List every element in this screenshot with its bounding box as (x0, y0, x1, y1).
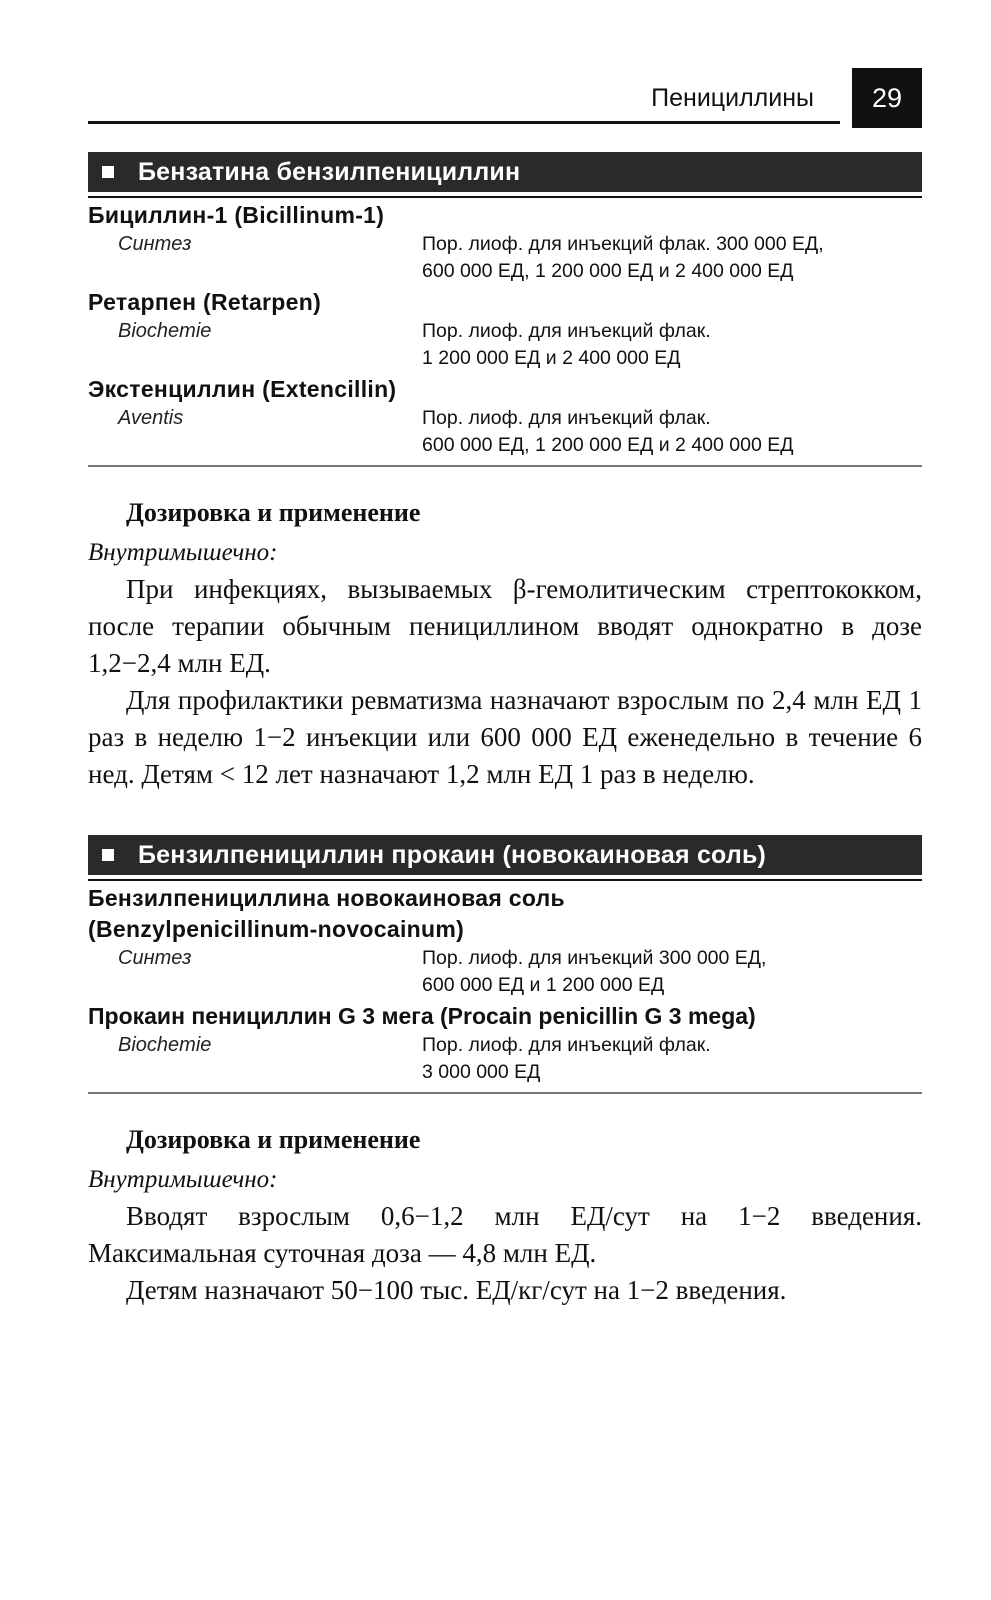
section-title-bar (88, 152, 922, 192)
drug-form (422, 405, 922, 459)
drug-form-line: 1 200 000 ЕД и 2 400 000 ЕД (422, 347, 681, 369)
drug-form-line: Пор. лиоф. для инъекций флак. (422, 320, 711, 342)
drug-manufacturer: Синтез (118, 947, 192, 969)
drug-name: Прокаин пенициллин G 3 мега (Procain penicillin G 3 mega) (88, 1003, 756, 1029)
drug-form-line: Пор. лиоф. для инъекций флак. 300 000 ЕД, (422, 233, 824, 255)
dosage-paragraph: Для профилактики ревматизма назначают взрослым по 2,4 млн ЕД 1 раз в неделю 1−2 инъекции или 600 000 ЕД еженедельно в течение 6 нед. Детям < 12 лет назначают 1,2 млн ЕД 1 раз в неделю. (88, 685, 922, 789)
dosage-paragraph: Вводят взрослым 0,6−1,2 млн ЕД/сут на 1−2 введения. Максимальная суточная доза — 4,8 млн ЕД. (88, 1201, 922, 1268)
drug-form (422, 1032, 922, 1086)
section-underline (88, 196, 922, 198)
book-page (88, 68, 922, 1309)
list-divider (88, 1092, 922, 1094)
section-title: Бензатина бензилпенициллин (138, 157, 521, 186)
header-rule (88, 121, 840, 124)
dosage-paragraph: При инфекциях, вызываемых β-гемолитическим стрептококком, после терапии обычным пенициллином вводят однократно в дозе 1,2−2,4 млн ЕД. (88, 574, 922, 678)
section-procaine (88, 835, 922, 1309)
drug-manufacturer: Aventis (118, 407, 184, 429)
drug-form-line: Пор. лиоф. для инъекций 300 000 ЕД, (422, 947, 767, 969)
drug-name: Экстенциллин (Extencillin) (88, 376, 397, 402)
drug-form-line: 600 000 ЕД и 1 200 000 ЕД (422, 974, 665, 996)
square-bullet-icon (102, 849, 114, 861)
drug-entry (88, 1001, 922, 1086)
running-header (88, 68, 922, 128)
drug-name: Ретарпен (Retarpen) (88, 289, 322, 315)
section-title: Бензилпенициллин прокаин (новокаиновая соль) (138, 840, 767, 869)
drug-form-line: 600 000 ЕД, 1 200 000 ЕД и 2 400 000 ЕД (422, 434, 794, 456)
drug-form-line: Пор. лиоф. для инъекций флак. (422, 1034, 711, 1056)
drug-form (422, 945, 922, 999)
drug-form (422, 231, 922, 285)
dosage-heading: Дозировка и применение (126, 498, 421, 527)
drug-name: Бензилпенициллина новокаиновая соль (88, 885, 565, 911)
drug-name-latin: (Benzylpenicillinum-novocainum) (88, 916, 465, 942)
drug-form-line: 3 000 000 ЕД (422, 1061, 541, 1083)
page-number: 29 (852, 68, 922, 128)
section-title-bar (88, 835, 922, 875)
route-label: Внутримышечно: (88, 539, 278, 566)
dosage-heading: Дозировка и применение (126, 1125, 421, 1154)
square-bullet-icon (102, 166, 114, 178)
route-label: Внутримышечно: (88, 1166, 278, 1193)
drug-manufacturer: Biochemie (118, 1034, 212, 1056)
drug-manufacturer: Синтез (118, 233, 192, 255)
drug-form (422, 318, 922, 372)
drug-entry (88, 374, 922, 459)
running-title: Пенициллины (651, 84, 814, 112)
dosage-paragraph: Детям назначают 50−100 тыс. ЕД/кг/сут на 1−2 введения. (126, 1275, 787, 1305)
drug-entry (88, 287, 922, 372)
drug-form-line: Пор. лиоф. для инъекций флак. (422, 407, 711, 429)
section-benzathine (88, 152, 922, 793)
dosage-block (88, 495, 922, 793)
drug-name: Бициллин-1 (Bicillinum-1) (88, 202, 385, 228)
drug-manufacturer: Biochemie (118, 320, 212, 342)
drug-entry (88, 883, 922, 999)
section-underline (88, 879, 922, 881)
dosage-block (88, 1122, 922, 1309)
drug-form-line: 600 000 ЕД, 1 200 000 ЕД и 2 400 000 ЕД (422, 260, 794, 282)
list-divider (88, 465, 922, 467)
drug-entry (88, 200, 922, 285)
